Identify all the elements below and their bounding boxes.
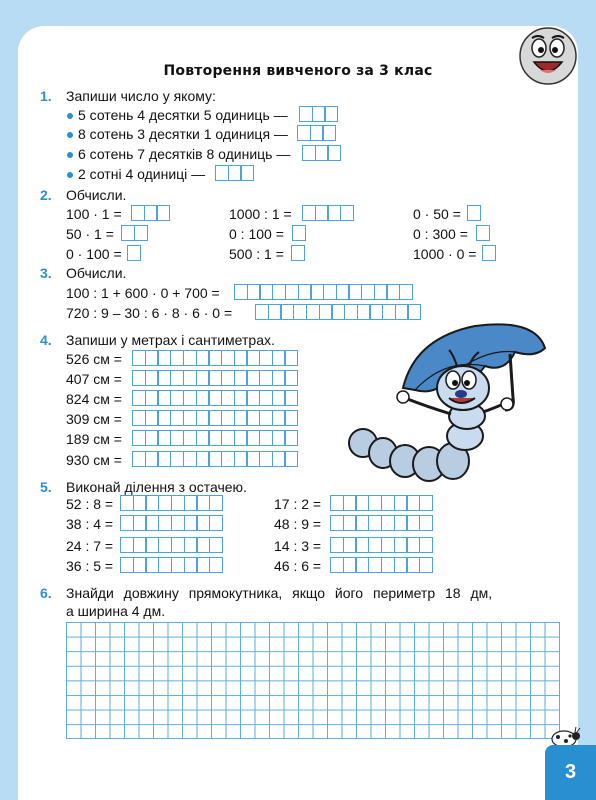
expression: 38 : 4 = xyxy=(66,516,114,532)
answer-grid[interactable] xyxy=(66,622,560,739)
conversion-label: 930 см = xyxy=(66,452,122,468)
task-2-number: 2. xyxy=(40,187,52,203)
bullet-icon xyxy=(67,132,73,138)
task-1-number: 1. xyxy=(40,88,52,104)
task-1-item: 5 сотень 4 десятки 5 одиниць — xyxy=(78,107,288,123)
conversion-label: 526 см = xyxy=(66,351,122,367)
answer-cells[interactable] xyxy=(476,225,490,241)
task-5-number: 5. xyxy=(40,479,52,495)
expression: 720 : 9 – 30 : 6 · 8 · 6 · 0 = xyxy=(66,305,233,321)
answer-cells[interactable] xyxy=(132,350,298,366)
answer-cells[interactable] xyxy=(120,557,223,573)
task-1-prompt: Запиши число у якому: xyxy=(66,88,216,104)
expression: 17 : 2 = xyxy=(274,496,322,512)
task-6-text-line-2: а ширина 4 дм. xyxy=(66,603,166,619)
answer-cells[interactable] xyxy=(302,145,341,161)
expression: 1000 : 1 = xyxy=(229,206,292,222)
task-6-number: 6. xyxy=(40,585,52,601)
answer-cells[interactable] xyxy=(330,537,433,553)
expression: 100 : 1 + 600 · 0 + 700 = xyxy=(66,285,220,301)
expression: 500 : 1 = xyxy=(229,246,284,262)
expression: 52 : 8 = xyxy=(66,496,114,512)
task-4-prompt: Запиши у метрах і сантиметрах. xyxy=(66,332,275,348)
answer-cells[interactable] xyxy=(302,205,354,221)
bullet-icon xyxy=(67,172,73,178)
answer-cells[interactable] xyxy=(215,165,254,181)
conversion-label: 189 см = xyxy=(66,431,122,447)
answer-cells[interactable] xyxy=(467,205,481,221)
task-3-number: 3. xyxy=(40,265,52,281)
page-title: Повторення вивченого за 3 клас xyxy=(163,63,433,79)
expression: 0 : 300 = xyxy=(413,226,468,242)
task-1-item: 8 сотень 3 десятки 1 одиниця — xyxy=(78,126,288,142)
conversion-label: 309 см = xyxy=(66,411,122,427)
caterpillar-illustration xyxy=(345,318,550,488)
expression: 0 · 50 = xyxy=(413,206,461,222)
conversion-label: 824 см = xyxy=(66,391,122,407)
expression: 48 : 9 = xyxy=(274,516,322,532)
answer-cells[interactable] xyxy=(330,515,433,531)
answer-cells[interactable] xyxy=(121,225,148,241)
answer-cells[interactable] xyxy=(132,410,298,426)
task-4-number: 4. xyxy=(40,332,52,348)
answer-cells[interactable] xyxy=(127,245,141,261)
bullet-icon xyxy=(67,113,73,119)
task-5-prompt: Виконай ділення з остачею. xyxy=(66,479,247,495)
conversion-label: 407 см = xyxy=(66,371,122,387)
expression: 24 : 7 = xyxy=(66,538,114,554)
answer-cells[interactable] xyxy=(330,495,433,511)
task-1-item: 6 сотень 7 десятків 8 одиниць — xyxy=(78,146,291,162)
answer-cells[interactable] xyxy=(234,284,413,300)
answer-cells[interactable] xyxy=(291,245,305,261)
task-2-prompt: Обчисли. xyxy=(66,187,127,203)
answer-cells[interactable] xyxy=(132,370,298,386)
expression: 0 : 100 = xyxy=(229,226,284,242)
answer-cells[interactable] xyxy=(132,451,298,467)
expression: 0 · 100 = xyxy=(66,246,122,262)
expression: 36 : 5 = xyxy=(66,558,114,574)
answer-cells[interactable] xyxy=(299,106,338,122)
expression: 100 · 1 = xyxy=(66,206,122,222)
answer-cells[interactable] xyxy=(120,537,223,553)
expression: 46 : 6 = xyxy=(274,558,322,574)
answer-cells[interactable] xyxy=(131,205,170,221)
task-6-text-line-1: Знайди довжину прямокутника, якщо його периметр 18 дм, xyxy=(66,585,493,601)
expression: 50 · 1 = xyxy=(66,226,114,242)
answer-cells[interactable] xyxy=(297,125,336,141)
answer-cells[interactable] xyxy=(482,245,496,261)
answer-cells[interactable] xyxy=(120,495,223,511)
page-number: 3 xyxy=(545,745,596,800)
answer-cells[interactable] xyxy=(120,515,223,531)
task-1-item: 2 сотні 4 одиниці — xyxy=(78,166,206,182)
answer-cells[interactable] xyxy=(132,430,298,446)
expression: 1000 · 0 = xyxy=(413,246,477,262)
answer-cells[interactable] xyxy=(132,390,298,406)
answer-cells[interactable] xyxy=(330,557,433,573)
expression: 14 : 3 = xyxy=(274,538,322,554)
answer-cells[interactable] xyxy=(292,225,306,241)
task-3-prompt: Обчисли. xyxy=(66,265,127,281)
bullet-icon xyxy=(67,152,73,158)
